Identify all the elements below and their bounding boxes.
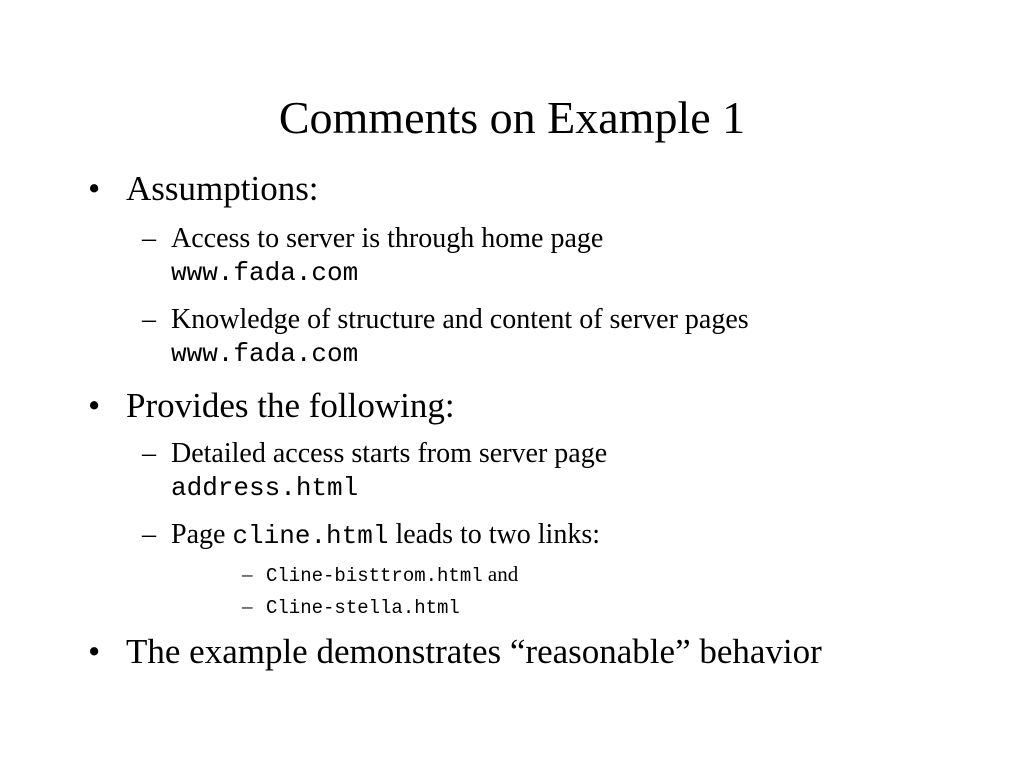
link-bisttrom-line xyxy=(266,560,518,590)
bullet-icon: • xyxy=(88,632,101,671)
subitem-access-code: www.fada.com xyxy=(171,258,359,288)
page-prefix: Page xyxy=(171,519,226,550)
subitem-knowledge-code: www.fada.com xyxy=(171,339,359,369)
subitem-page-links-line xyxy=(171,518,600,553)
dash-icon: – xyxy=(242,594,253,618)
bullet-conclusion-label: The example demonstrates “reasonable” behavior xyxy=(126,632,822,671)
bullet-icon: • xyxy=(88,169,101,208)
bullet-provides-label: Provides the following: xyxy=(126,386,455,425)
subitem-knowledge-text: Knowledge of structure and content of server pages xyxy=(171,304,749,335)
bullet-assumptions-label: Assumptions: xyxy=(126,169,319,208)
page-code: cline.html xyxy=(232,521,389,551)
link-bisttrom-suffix: and xyxy=(487,562,519,586)
page-suffix: leads to two links: xyxy=(395,519,601,550)
dash-icon: – xyxy=(142,438,156,469)
link-bisttrom-code: Cline-bisttrom.html xyxy=(266,565,483,587)
link-stella-line xyxy=(266,592,460,622)
slide-title: Comments on Example 1 xyxy=(278,92,746,143)
bullet-icon: • xyxy=(88,386,101,425)
link-stella-code: Cline-stella.html xyxy=(266,597,460,619)
dash-icon: – xyxy=(142,519,156,550)
dash-icon: – xyxy=(142,304,156,335)
dash-icon: – xyxy=(242,562,253,586)
dash-icon: – xyxy=(142,223,156,254)
subitem-detailed-text: Detailed access starts from server page xyxy=(171,438,608,469)
subitem-detailed-code: address.html xyxy=(171,473,359,503)
subitem-access-text: Access to server is through home page xyxy=(171,223,604,254)
